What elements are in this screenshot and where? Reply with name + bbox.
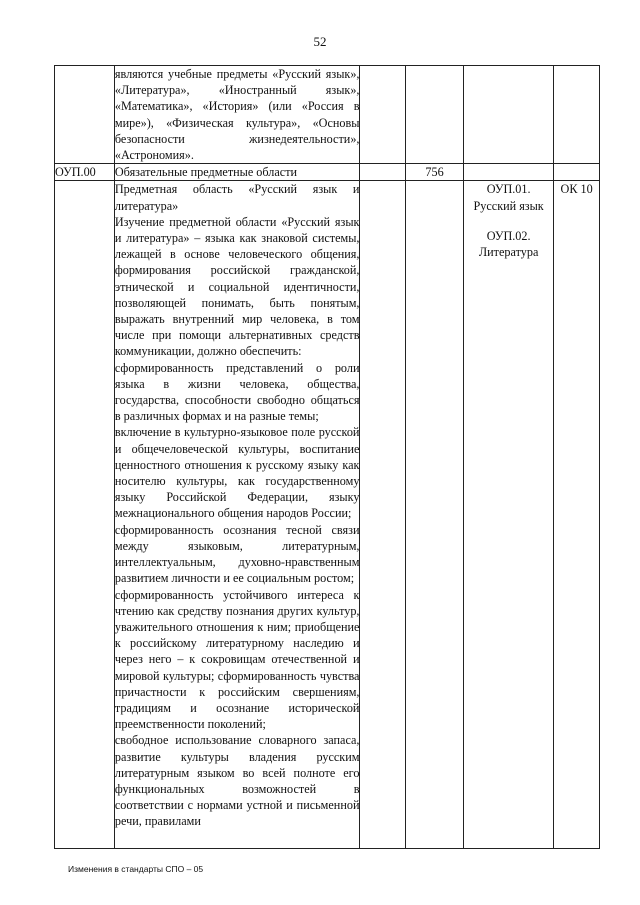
code-cell (55, 181, 115, 849)
hours-cell (406, 164, 464, 181)
code-cell (55, 66, 115, 164)
competency-cell: ОК 10 (554, 181, 600, 849)
paragraph: включение в культурно-языковое поле русской и общечеловеческой культуры, воспитание ценностного отношения к русскому языку как носителю культуры, как государственному языку Российской Федерации, языку межнационального общения народов России; (114, 425, 360, 521)
paragraph: Изучение предметной области «Русский язык и литература» – языка как знаковой системы, лежащей в основе человеческого общения, формирования российской гражданской, этнической и социальной идентичности, позволяющей понимать, быть понятым, выражать внутренний мир человека, в том числе при помощи альтернативных средств коммуникации, должно обеспечить: (114, 214, 360, 359)
page-number: 52 (313, 34, 327, 49)
paragraph: сформированность осознания тесной связи между языковым, литературным, интеллектуальным, духовно-нравственным развитием личности и ее социальным ростом; (114, 522, 360, 586)
paragraph: Предметная область «Русский язык и литература» (114, 182, 360, 213)
empty-cell (463, 66, 553, 164)
section-code: ОУП.00 (55, 165, 96, 180)
empty-cell (463, 164, 553, 181)
empty-cell (554, 66, 600, 164)
code-cell (55, 164, 115, 181)
empty-cell (360, 66, 406, 164)
empty-cell (360, 181, 406, 849)
text-cell (114, 181, 360, 849)
paragraph: свободное использование словарного запаса, развитие культуры владения русским литературным языком во всей полноте его функциональных возможностей в соответствии с нормами устной и письменной речи, правилами (114, 733, 360, 829)
subject-name: Русский язык (473, 198, 544, 213)
text-cell: Обязательные предметные области (114, 164, 360, 181)
table-row (55, 181, 600, 849)
table-row (55, 164, 600, 181)
empty-cell (406, 181, 464, 849)
empty-cell (360, 164, 406, 181)
empty-cell (406, 66, 464, 164)
subjects-cell (463, 181, 553, 849)
empty-cell (554, 164, 600, 181)
paragraph: сформированность устойчивого интереса к чтению как средству познания других культур, уважительного отношения к ним; приобщение к российскому литературному наследию и через него – к сокровищам отечественной и мировой культуры; сформированность чувства причастности к российским свершениям, традициям и осознание исторической преемственности поколений; (114, 587, 360, 732)
paragraph: сформированность представлений о роли языка в жизни человека, общества, государства, способности свободно общаться в различных формах и на разные темы; (114, 360, 360, 424)
hours-value: 756 (425, 165, 444, 180)
subject-code: ОУП.02. (486, 228, 531, 243)
subject-code: ОУП.01. (486, 182, 531, 197)
table-row (55, 66, 600, 164)
subject-name: Литература (478, 245, 539, 260)
text-cell: являются учебные предметы «Русский язык», «Литература», «Иностранный язык», «Математика», «История» (или «Россия в мире»), «Физическая культура», «Основы безопасности жизнедеятельности», «Астрономия». (114, 67, 360, 163)
footer-note: Изменения в стандарты СПО – 05 (68, 864, 204, 874)
curriculum-table (54, 65, 600, 849)
